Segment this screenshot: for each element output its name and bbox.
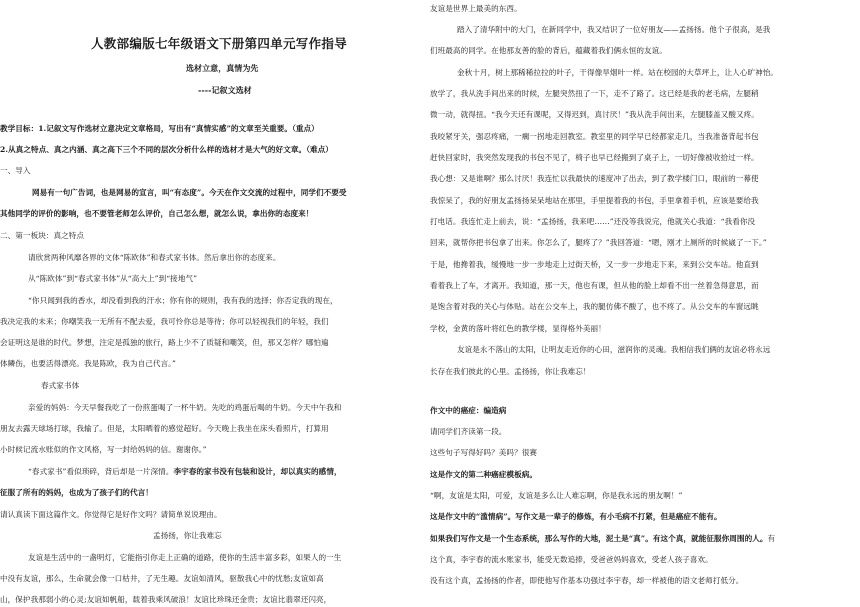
section-heading-template: 这是作文的第二种癌症模板病。 (430, 470, 538, 479)
paragraph-line: 征服了所有的妈妈，也成为了孩子们的代言！ (0, 488, 153, 497)
paragraph-line: 于是，他搀着我，缓慢地一步一步地走上过街天桥，又一步一步地走下来，来到公交车站。他直到 (430, 260, 759, 269)
teaching-goal-1: 教学目标：1.记叙文写作选材立意决定文章格局，写出有“真情实感”的文章至关重要。（重点） (0, 124, 319, 133)
paragraph-text: 有 (767, 534, 776, 543)
paragraph-line: 回来，就帮你把书包拿了出来。你怎么了，腿疼了？”我回答道：“嗯，刚才上厕所的时候崴了一下。” (430, 238, 767, 247)
paragraph-line: 学校，金黄的落叶将红色的教学楼，显得格外美丽！ (430, 324, 606, 333)
paragraph-line: 赶快回家时，我突然发现我的书包不见了，椅子也早已经搬到了桌子上，一切好像被收拾过一样。 (430, 153, 759, 162)
paragraph-line: 金秋十月，树上那稀稀拉拉的叶子，干得像旱烟叶一样。站在校园的大草坪上，让人心旷神怡。 (457, 68, 779, 77)
teaching-goal-2: 2.从真之特点、真之内涵、真之高下三个不同的层次分析什么样的选材才是大气的好文章。（难点） (0, 145, 333, 154)
paragraph-line: 是饱含着对我的关心与体贴。站在公交车上，我的腿仿佛不酸了，也不疼了。从公交车的车窗远眺 (430, 302, 759, 311)
document-subtitle: 选材立意，真情为先 (186, 63, 259, 73)
paragraph-line: 体鳞伤，也要活得漂亮。我是陈欧，我为自己代言。” (0, 359, 176, 368)
paragraph-line: 我惊呆了，我的好朋友孟扬扬呆呆地站在那里，手里提着我的书包，手里拿着手机，应该是要给我 (430, 196, 759, 205)
paragraph-line: 小时候记流水账似的作文风格，写一封给妈妈的信。谢谢你。” (0, 445, 207, 454)
document-title: 人教部编版七年级语文下册第四单元写作指导 (91, 36, 348, 51)
intro-line-2: 其他同学的评价的影响，也不要管老师怎么评价，自己怎么想，就怎么说，拿出你的态度来！ (0, 209, 314, 218)
document-subsubtitle: ----记叙文选材 (198, 85, 252, 95)
paragraph-line: 这些句子写得好吗？美吗？很赛 (430, 448, 538, 457)
paragraph-line (28, 468, 342, 476)
paragraph-line: 会证明这是谁的时代。梦想，注定是孤独的旅行，路上少不了质疑和嘲笑，但，那又怎样？哪怕遍 (0, 338, 329, 347)
emphasis-text: 如果我们写作文是一个生态系统，那么写作的大地，泥土是“真”。有这个真，就能征服你周围的人。 (430, 534, 768, 543)
section-heading-fabrication: 作文中的癌症：编造病 (430, 406, 507, 415)
paragraph-line: 打电话。我连忙走上前去，说：“孟扬扬，我来吧……”还没等我说完，他就关心我道：“我看你没 (430, 217, 756, 226)
paragraph-line: 看着我上了车，才离开。我知道，那一天，他也有课，但从他的脸上却看不出一丝着急得意思，而 (430, 281, 759, 290)
paragraph-line: 友谊是生活中的一盏明灯，它能指引你走上正确的道路，使你的生活丰富多彩，如果人的一生 (28, 553, 342, 562)
paragraph-line: 微一动，就得扭。“我今天还有课呢，又得迟到，真讨厌！”我从洗手间出来，左腿膝盖又酸又疼。 (430, 110, 759, 119)
paragraph-line: 踏入了清华附中的大门，在新同学中，我又结识了一位好朋友——孟扬扬。他个子很高，是我 (457, 25, 771, 34)
paragraph-line: 请欣赏两种风靡各界的文体“陈欧体”和春式家书体。然后拿出你的态度来。 (28, 253, 281, 262)
section-heading-block-1: 二、第一板块：真之特点 (0, 231, 85, 240)
paragraph-line: 长存在我们彼此的心里。孟扬扬，你让我难忘！ (430, 367, 591, 376)
paragraph-heading: 春式家书体 (41, 381, 80, 390)
paragraph-line: 没有这个真，孟扬扬的作者，即使他写作基本功强过李宇春，却一样被他的语文老师打低分。 (430, 576, 744, 585)
paragraph-line: 从“陈欧体”到“春式家书体”从“高大上”到“接地气” (28, 274, 198, 283)
paragraph-line: 我咬紧牙关，强忍疼痛，一瘸一拐地走回教室。教室里的同学早已经都家走几，当我准备背起书包 (430, 132, 759, 141)
paragraph-text: “春式家书”看似琐碎，背后却是一片深情。 (28, 467, 174, 476)
emphasis-text: 李宇春的家书没有包装和设计，却以真实的感情， (173, 467, 342, 476)
paragraph-line: 亲爱的妈妈：今天早餐我吃了一份煎蛋喝了一杯牛奶。先吃的鸡蛋后喝的牛奶。今天中午我和 (28, 403, 342, 412)
section-heading-sentimentality: 这是作文中的“滥情病”。写作文是一辈子的修炼，有小毛病不打紧，但是癌症不能有。 (430, 512, 722, 521)
paragraph-line: 友谊是世界上最美的东西。 (430, 4, 522, 13)
section-heading-intro: 一、导入 (0, 166, 31, 175)
paragraph-line (430, 535, 775, 543)
paragraph-line: “你只闻到我的香水，却没看到我的汗水；你有你的规则，我有我的选择；你否定我的现在， (28, 296, 338, 305)
paragraph-line: 我决定我的未来；你嘲笑我一无所有不配去爱，我可怜你总是等待；你可以轻视我们的年轻，我们 (0, 317, 329, 326)
paragraph-line: 们班最高的同学。在他那友善的脸的背后，蕴藏着我们俩永恒的友谊。 (430, 46, 667, 55)
paragraph-line: 这个真，李宇春的流水账家书，能受无数追捧，受爸爸妈妈喜欢，受老人孩子喜欢。 (430, 555, 713, 564)
paragraph-line: 请认真读下面这篇作文。你觉得它是好作文吗？请简单说说理由。 (0, 510, 222, 519)
paragraph-line: 朋友去露天球场打球，我输了。但是，太阳晒着的感觉超好。今天晚上我坐在床头看照片，打算用 (0, 424, 329, 433)
paragraph-line: 山，保护我那弱小的心灵;友谊如帆船，载着我乘风破浪！友谊比珍珠还金贵；友谊比翡翠还闪亮， (0, 595, 332, 604)
paragraph-line: 友谊是永不落山的太阳，让明友走近你的心田，滋润你的灵魂。我相信我们俩的友谊必将永远 (457, 345, 771, 354)
paragraph-line: 我心想：又是谁啊？那么讨厌！我连忙以我最快的速度冲了出去，到了教学楼门口，眼前的一幕使 (430, 174, 759, 183)
quoted-line: “啊，友谊是太阳，可爱，友谊是多么让人难忘啊，你是我永远的朋友啊！” (430, 491, 683, 500)
paragraph-line: 中没有友谊，那么，生命就会像一口枯井，了无生趣。友谊如清风，驱散我心中的忧愁;友谊如高 (0, 574, 324, 583)
paragraph-line: 请同学们齐读第一段。 (430, 427, 507, 436)
essay-title: 孟扬扬，你让我难忘 (153, 531, 222, 540)
intro-line-1: 网易有一句广告词，也是网易的宣言，叫“有态度”。今天在作文交流的过程中，同学们不要受 (32, 188, 347, 197)
paragraph-line: 放学了，我从洗手间出来的时候，左腿突然扭了一下，走不了路了。这已经是我的老毛病，左腿稍 (430, 89, 759, 98)
